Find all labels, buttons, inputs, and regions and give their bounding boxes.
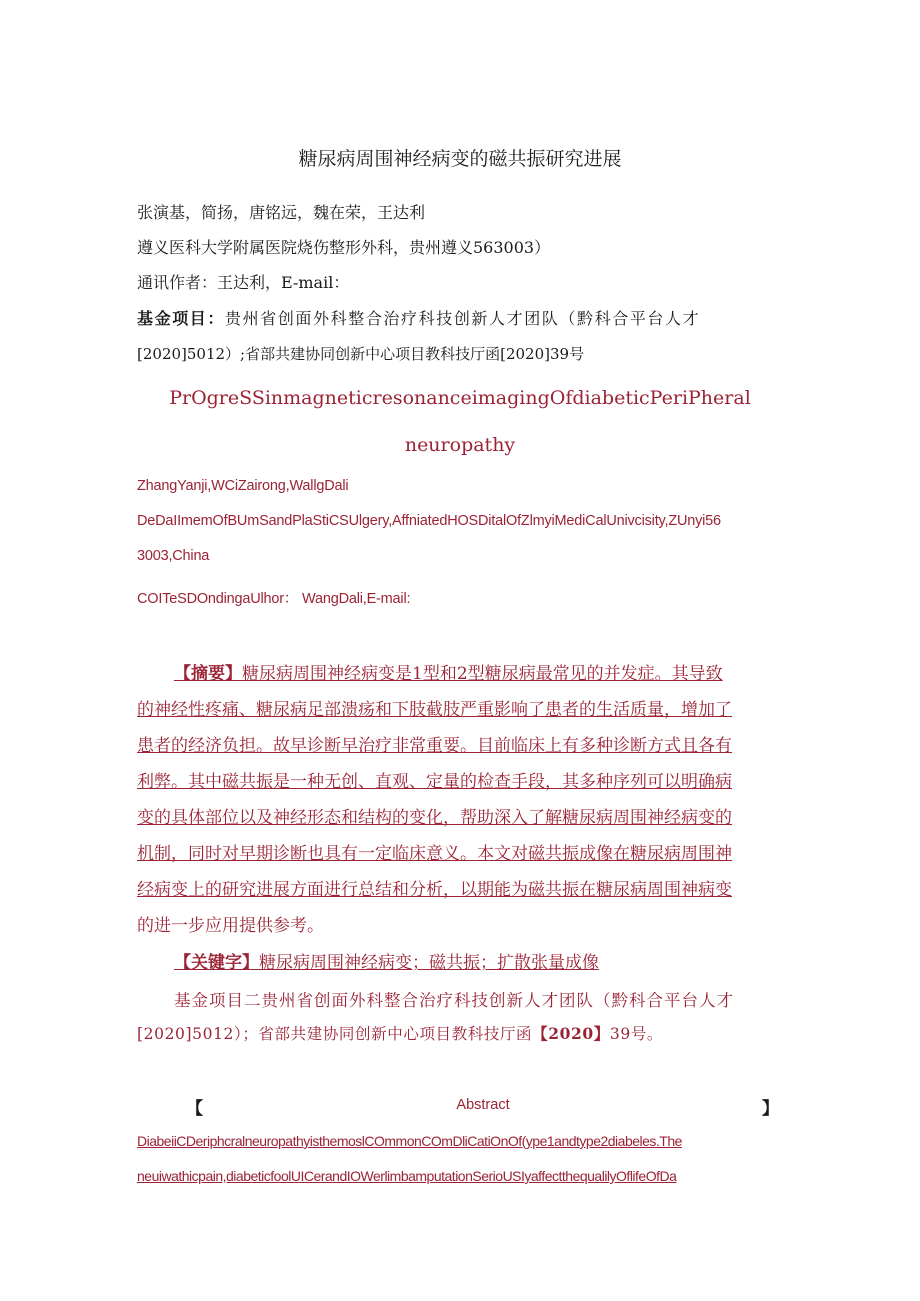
keywords-cn [174,948,599,973]
fund-line-2: [2020]5012）;省部共建协同创新中心项目教科技厅函[2020]39号 [137,345,585,363]
affiliation-cn: 遵义医科大学附属医院烧伤整形外科，贵州遵义563003） [137,238,551,257]
fund-text-1: 贵州省创面外科整合治疗科技创新人才团队（黔科合平台人才 [225,309,701,328]
abstract-en-line-1: DiabeiiCDeriphcralneuropathyisthemoslCOmmonCOmDliCatiOnOf(ype1andtype2diabeles.The [137,1133,682,1149]
english-title-line-2: neuropathy [404,434,516,456]
abstract-cn-label: 【摘要】 [174,664,242,684]
english-correspondence: COITeSDOndingaUlhor： WangDali,E-mail: [137,591,411,607]
abstract-en-bracket-left: 【 [186,1099,203,1119]
fund-repeat-line-2: [2020]5012）；省部共建协同创新中心项目教科技厅函【2020】39号。 [137,1024,664,1043]
abstract-cn-line: 患者的经济负担。故早诊断早治疗非常重要。目前临床上有多种诊断方式且各有 [137,736,732,756]
keywords-label: 【关键字】 [174,953,259,973]
abstract-cn-line: 机制，同时对早期诊断也具有一定临床意义。本文对磁共振成像在糖尿病周围神 [137,844,732,864]
authors-cn: 张演基，简扬，唐铭远，魏在荣，王达利 [137,203,426,222]
keywords-text: 糖尿病周围神经病变；磁共振；扩散张量成像 [259,953,599,973]
abstract-cn-line: 的神经性疼痛、糖尿病足部溃疡和下肢截肢严重影响了患者的生活质量，增加了 [137,700,732,720]
correspondence-cn: 通讯作者：王达利，E-mail： [137,273,350,292]
abstract-cn-line: 的进一步应用提供参考。 [137,916,324,936]
fund-label: 基金项目： [137,309,226,328]
paper-title-cn: 糖尿病周围神经病变的磁共振研究进展 [298,148,622,170]
abstract-cn-line: 经病变上的研究进展方面进行总结和分析，以期能为磁共振在糖尿病周围神病变 [137,880,732,900]
abstract-en-label: Abstract [456,1097,510,1113]
english-title-line-1: PrOgreSSinmagneticresonanceimagingOfdiabeticPeriPheral [169,387,751,409]
abstract-cn-line: 利弊。其中磁共振是一种无创、直观、定量的检查手段，其多种序列可以明确病 [137,772,732,792]
english-affiliation-line-1: DeDaIImemOfBUmSandPlaStiCSUlgery,AffniatedHOSDitalOfZlmyiMediCalUnivcisity,ZUnyi56 [137,513,721,529]
fund-repeat-line-1: 基金项目二贵州省创面外科整合治疗科技创新人才团队（黔科合平台人才 [174,991,734,1010]
abstract-en-bracket-right: 】 [762,1099,779,1119]
abstract-cn [137,656,787,944]
abstract-cn-line: 变的具体部位以及神经形态和结构的变化，帮助深入了解糖尿病周围神经病变的 [137,808,732,828]
english-authors: ZhangYanji,WCiZairong,WallgDali [137,478,349,494]
fund-line-1 [137,306,700,329]
abstract-cn-line: 【摘要】糖尿病周围神经病变是1型和2型糖尿病最常见的并发症。其导致 [174,664,723,684]
english-affiliation-line-2: 3003,China [137,548,210,564]
abstract-en-line-2: neuiwathicpain,diabeticfoolUICerandIOWerlimbamputationSerioUSIyaffectthequalilyOflifeOfDa [137,1168,677,1184]
